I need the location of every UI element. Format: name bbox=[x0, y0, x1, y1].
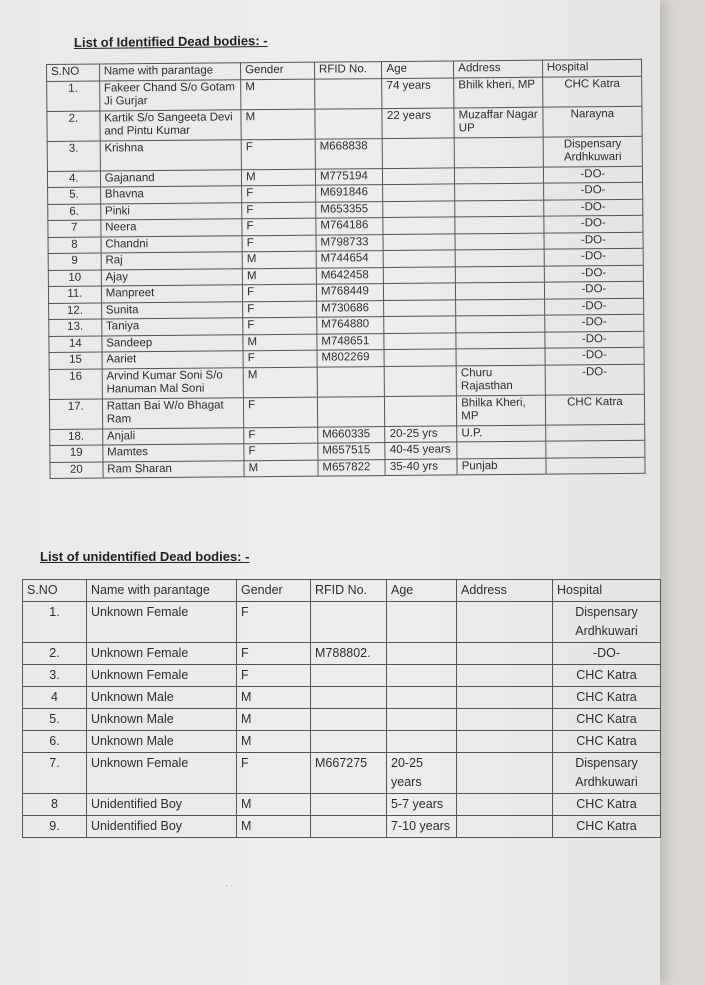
cell-gender: F bbox=[237, 665, 311, 687]
header-age: Age bbox=[387, 580, 457, 602]
cell-address bbox=[455, 233, 544, 250]
cell-gender: M bbox=[237, 731, 311, 753]
cell-address bbox=[455, 216, 544, 233]
cell-age bbox=[385, 365, 457, 396]
cell-gender: F bbox=[241, 139, 315, 170]
cell-address bbox=[457, 753, 553, 794]
cell-name: Mamtes bbox=[103, 444, 244, 462]
cell-age: 5-7 years bbox=[387, 794, 457, 816]
header-gender: Gender bbox=[237, 580, 311, 602]
cell-gender: M bbox=[244, 460, 318, 477]
cell-name: Krishna bbox=[100, 139, 242, 170]
cell-sno: 4. bbox=[47, 171, 100, 188]
cell-address bbox=[456, 332, 545, 349]
cell-address bbox=[455, 200, 544, 217]
cell-sno: 5. bbox=[23, 709, 87, 731]
cell-hospital: -DO- bbox=[543, 166, 642, 183]
cell-age bbox=[387, 687, 457, 709]
cell-hospital: CHC Katra bbox=[553, 687, 661, 709]
cell-gender: M bbox=[237, 816, 311, 838]
cell-rfid: M657822 bbox=[318, 459, 386, 476]
cell-rfid bbox=[311, 709, 387, 731]
cell-rfid bbox=[311, 602, 387, 643]
cell-rfid: M667275 bbox=[311, 753, 387, 794]
cell-rfid: M775194 bbox=[315, 168, 383, 185]
cell-rfid: M744654 bbox=[316, 251, 384, 268]
cell-age: 22 years bbox=[382, 107, 454, 138]
cell-name: Rattan Bai W/o Bhagat Ram bbox=[102, 397, 244, 428]
cell-rfid bbox=[311, 687, 387, 709]
header-gender: Gender bbox=[241, 62, 315, 79]
cell-hospital bbox=[545, 424, 644, 441]
table-row bbox=[23, 753, 661, 794]
cell-name: Sunita bbox=[101, 301, 242, 319]
cell-sno: 12. bbox=[49, 303, 102, 320]
cell-gender: F bbox=[242, 202, 316, 219]
cell-gender: F bbox=[237, 643, 311, 665]
cell-name: Unidentified Boy bbox=[87, 794, 237, 816]
cell-age bbox=[383, 184, 455, 201]
cell-age bbox=[383, 167, 455, 184]
cell-hospital: CHC Katra bbox=[542, 76, 641, 107]
cell-gender: F bbox=[242, 185, 316, 202]
cell-sno: 17. bbox=[49, 399, 102, 429]
cell-address bbox=[455, 266, 544, 283]
cell-rfid bbox=[311, 731, 387, 753]
cell-gender: F bbox=[242, 218, 316, 235]
cell-hospital: CHC Katra bbox=[553, 794, 661, 816]
cell-rfid: M653355 bbox=[316, 201, 384, 218]
cell-sno: 1. bbox=[23, 602, 87, 643]
cell-address bbox=[457, 816, 553, 838]
cell-sno: 16 bbox=[49, 369, 102, 399]
cell-rfid bbox=[315, 78, 383, 109]
cell-name: Gajanand bbox=[100, 169, 241, 187]
cell-address: Bhilk kheri, MP bbox=[454, 77, 543, 108]
cell-rfid bbox=[315, 108, 383, 139]
cell-name: Neera bbox=[101, 219, 242, 237]
cell-name: Aariet bbox=[102, 351, 243, 369]
cell-rfid: M788802. bbox=[311, 643, 387, 665]
cell-name: Raj bbox=[101, 252, 242, 270]
table-row bbox=[23, 794, 661, 816]
cell-address bbox=[454, 137, 543, 168]
cell-hospital: -DO- bbox=[544, 281, 643, 298]
cell-sno: 7. bbox=[23, 753, 87, 794]
table-row bbox=[23, 687, 661, 709]
cell-address bbox=[457, 709, 553, 731]
cell-rfid: M730686 bbox=[317, 300, 385, 317]
cell-hospital: -DO- bbox=[545, 364, 644, 395]
cell-rfid bbox=[317, 366, 385, 397]
cell-rfid bbox=[311, 794, 387, 816]
cell-sno: 7 bbox=[48, 220, 101, 237]
cell-rfid: M642458 bbox=[316, 267, 384, 284]
cell-gender: M bbox=[243, 367, 317, 398]
cell-gender: F bbox=[243, 317, 317, 334]
cell-gender: M bbox=[243, 334, 317, 351]
cell-hospital: Dispensary Ardhkuwari bbox=[553, 602, 661, 643]
cell-age bbox=[383, 233, 455, 250]
cell-gender: M bbox=[237, 709, 311, 731]
cell-address bbox=[456, 348, 545, 365]
cell-name: Sandeep bbox=[102, 334, 243, 352]
cell-name: Unknown Female bbox=[87, 665, 237, 687]
cell-sno: 9 bbox=[48, 253, 101, 270]
cell-sno: 15 bbox=[49, 352, 102, 369]
cell-sno: 6. bbox=[23, 731, 87, 753]
cell-age bbox=[387, 665, 457, 687]
header-sno: S.NO bbox=[47, 64, 100, 81]
cell-gender: F bbox=[244, 427, 318, 444]
paper-speck: · · bbox=[225, 880, 234, 890]
cell-name: Unidentified Boy bbox=[87, 816, 237, 838]
table-row bbox=[23, 731, 661, 753]
cell-address bbox=[457, 731, 553, 753]
cell-address bbox=[456, 315, 545, 332]
cell-name: Unknown Male bbox=[87, 687, 237, 709]
cell-address bbox=[456, 282, 545, 299]
cell-age bbox=[385, 395, 457, 426]
cell-rfid: M657515 bbox=[318, 443, 386, 460]
cell-name: Unknown Female bbox=[87, 602, 237, 643]
cell-address: U.P. bbox=[457, 425, 546, 442]
cell-hospital: -DO- bbox=[545, 331, 644, 348]
cell-age: 35-40 yrs bbox=[385, 458, 457, 475]
cell-sno: 8 bbox=[23, 794, 87, 816]
header-age: Age bbox=[382, 61, 454, 78]
cell-rfid: M668838 bbox=[315, 138, 383, 169]
cell-gender: M bbox=[241, 109, 315, 140]
table-row bbox=[23, 602, 661, 643]
cell-gender: F bbox=[242, 235, 316, 252]
cell-hospital: CHC Katra bbox=[553, 816, 661, 838]
cell-address: Churu Rajasthan bbox=[456, 365, 545, 396]
header-name: Name with parantage bbox=[99, 63, 240, 81]
cell-gender: F bbox=[244, 397, 318, 428]
cell-name: Kartik S/o Sangeeta Devi and Pintu Kumar bbox=[100, 109, 242, 140]
identified-table bbox=[46, 59, 646, 479]
header-name: Name with parantage bbox=[87, 580, 237, 602]
cell-address bbox=[456, 299, 545, 316]
cell-name: Taniya bbox=[101, 318, 242, 336]
cell-name: Ram Sharan bbox=[103, 460, 244, 478]
cell-rfid: M802269 bbox=[317, 350, 385, 367]
cell-rfid: M798733 bbox=[316, 234, 384, 251]
cell-rfid: M764186 bbox=[316, 218, 384, 235]
cell-sno: 2. bbox=[47, 111, 100, 141]
header-sno: S.NO bbox=[23, 580, 87, 602]
cell-hospital: -DO- bbox=[543, 199, 642, 216]
cell-sno: 13. bbox=[49, 319, 102, 336]
cell-age bbox=[384, 316, 456, 333]
cell-name: Manpreet bbox=[101, 285, 242, 303]
cell-age bbox=[384, 299, 456, 316]
cell-sno: 5. bbox=[48, 187, 101, 204]
cell-age bbox=[384, 332, 456, 349]
cell-gender: F bbox=[243, 284, 317, 301]
cell-sno: 2. bbox=[23, 643, 87, 665]
cell-age bbox=[384, 283, 456, 300]
cell-hospital: -DO- bbox=[545, 314, 644, 331]
cell-sno: 19 bbox=[50, 445, 103, 462]
cell-hospital bbox=[546, 457, 645, 474]
cell-sno: 10 bbox=[48, 270, 101, 287]
header-hospital: Hospital bbox=[542, 59, 641, 76]
unidentified-list-title: List of unidentified Dead bodies: - bbox=[40, 549, 250, 564]
cell-rfid: M768449 bbox=[316, 284, 384, 301]
cell-age: 20-25 years bbox=[387, 753, 457, 794]
cell-address bbox=[455, 249, 544, 266]
cell-sno: 9. bbox=[23, 816, 87, 838]
cell-hospital: -DO- bbox=[544, 298, 643, 315]
cell-name: Bhavna bbox=[100, 186, 241, 204]
header-hospital: Hospital bbox=[553, 580, 661, 602]
cell-address bbox=[455, 167, 544, 184]
cell-hospital: -DO- bbox=[545, 347, 644, 364]
cell-gender: M bbox=[242, 268, 316, 285]
cell-age bbox=[387, 731, 457, 753]
header-address: Address bbox=[454, 60, 543, 77]
cell-age bbox=[383, 217, 455, 234]
cell-hospital: -DO- bbox=[544, 232, 643, 249]
cell-address bbox=[457, 665, 553, 687]
cell-address: Punjab bbox=[457, 458, 546, 475]
cell-rfid bbox=[311, 816, 387, 838]
cell-sno: 8 bbox=[48, 237, 101, 254]
cell-address bbox=[457, 602, 553, 643]
table-row bbox=[23, 816, 661, 838]
cell-name: Chandni bbox=[101, 235, 242, 253]
cell-rfid: M748651 bbox=[317, 333, 385, 350]
cell-hospital bbox=[546, 440, 645, 457]
cell-address bbox=[457, 794, 553, 816]
cell-name: Anjali bbox=[102, 427, 243, 445]
cell-sno: 4 bbox=[23, 687, 87, 709]
cell-hospital: CHC Katra bbox=[553, 665, 661, 687]
cell-sno: 3. bbox=[23, 665, 87, 687]
cell-name: Unknown Male bbox=[87, 731, 237, 753]
cell-hospital: Dispensary Ardhkuwari bbox=[543, 136, 642, 167]
cell-name: Unknown Female bbox=[87, 643, 237, 665]
cell-gender: M bbox=[242, 251, 316, 268]
cell-age bbox=[387, 602, 457, 643]
cell-sno: 18. bbox=[50, 429, 103, 446]
cell-rfid bbox=[317, 396, 385, 427]
cell-hospital: Dispensary Ardhkuwari bbox=[553, 753, 661, 794]
cell-rfid: M660335 bbox=[318, 426, 386, 443]
table-header-row bbox=[23, 580, 661, 602]
header-rfid: RFID No. bbox=[314, 62, 382, 79]
cell-gender: F bbox=[243, 350, 317, 367]
cell-age bbox=[387, 709, 457, 731]
cell-address bbox=[457, 643, 553, 665]
cell-name: Pinki bbox=[100, 202, 241, 220]
cell-age bbox=[387, 643, 457, 665]
cell-hospital: CHC Katra bbox=[553, 731, 661, 753]
cell-rfid: M691846 bbox=[316, 185, 384, 202]
cell-hospital: -DO- bbox=[544, 248, 643, 265]
cell-address bbox=[457, 441, 546, 458]
cell-gender: M bbox=[242, 169, 316, 186]
cell-hospital: -DO- bbox=[544, 265, 643, 282]
cell-rfid bbox=[311, 665, 387, 687]
table-row bbox=[23, 643, 661, 665]
cell-age bbox=[383, 137, 455, 168]
cell-hospital: CHC Katra bbox=[553, 709, 661, 731]
cell-rfid: M764880 bbox=[317, 317, 385, 334]
header-address: Address bbox=[457, 580, 553, 602]
cell-gender: F bbox=[237, 753, 311, 794]
cell-sno: 14 bbox=[49, 336, 102, 353]
cell-sno: 6. bbox=[48, 204, 101, 221]
cell-sno: 1. bbox=[47, 81, 100, 111]
cell-hospital: -DO- bbox=[543, 182, 642, 199]
cell-sno: 3. bbox=[47, 141, 100, 171]
cell-age: 74 years bbox=[382, 77, 454, 108]
cell-gender: M bbox=[237, 794, 311, 816]
cell-age bbox=[384, 266, 456, 283]
cell-sno: 20 bbox=[50, 462, 103, 479]
cell-address: Muzaffar Nagar UP bbox=[454, 107, 543, 138]
table-row bbox=[23, 709, 661, 731]
cell-name: Fakeer Chand S/o Gotam Ji Gurjar bbox=[99, 79, 241, 110]
cell-hospital: CHC Katra bbox=[545, 394, 644, 425]
cell-age bbox=[384, 250, 456, 267]
header-rfid: RFID No. bbox=[311, 580, 387, 602]
cell-hospital: Narayna bbox=[543, 106, 642, 137]
cell-hospital: -DO- bbox=[553, 643, 661, 665]
cell-gender: F bbox=[243, 301, 317, 318]
cell-age: 20-25 yrs bbox=[385, 425, 457, 442]
cell-hospital: -DO- bbox=[544, 215, 643, 232]
cell-name: Arvind Kumar Soni S/o Hanuman Mal Soni bbox=[102, 367, 244, 398]
cell-age bbox=[384, 349, 456, 366]
unidentified-table bbox=[22, 579, 661, 838]
cell-address: Bhilka Kheri, MP bbox=[457, 395, 546, 426]
cell-name: Unknown Male bbox=[87, 709, 237, 731]
cell-address bbox=[457, 687, 553, 709]
cell-age: 40-45 years bbox=[385, 442, 457, 459]
table-row bbox=[23, 665, 661, 687]
cell-gender: F bbox=[244, 443, 318, 460]
cell-gender: F bbox=[237, 602, 311, 643]
cell-age bbox=[383, 200, 455, 217]
cell-gender: M bbox=[237, 687, 311, 709]
cell-name: Unknown Female bbox=[87, 753, 237, 794]
cell-age: 7-10 years bbox=[387, 816, 457, 838]
identified-list-title: List of Identified Dead bodies: - bbox=[73, 32, 268, 51]
cell-name: Ajay bbox=[101, 268, 242, 286]
cell-gender: M bbox=[241, 79, 315, 110]
cell-sno: 11. bbox=[48, 286, 101, 303]
cell-address bbox=[455, 183, 544, 200]
